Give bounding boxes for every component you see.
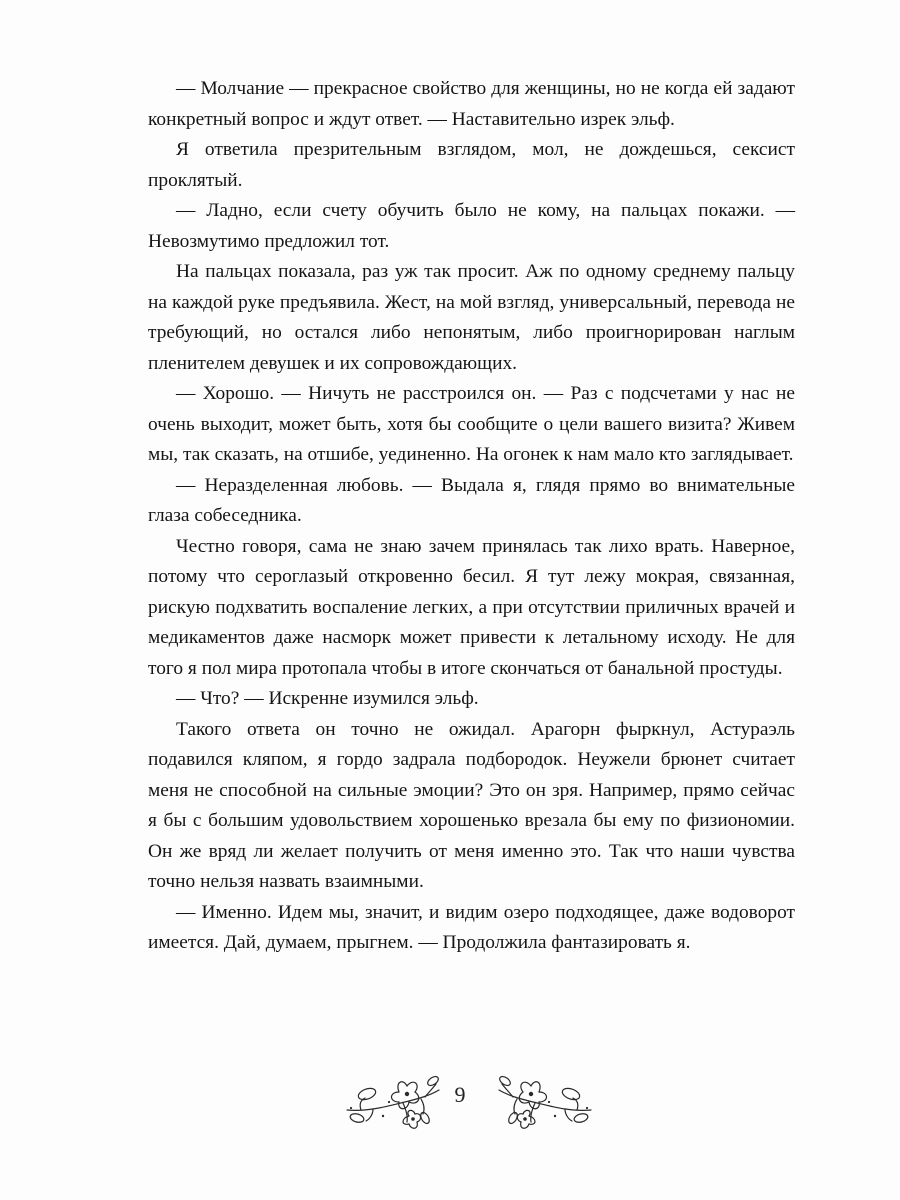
page-body-text (148, 74, 795, 959)
paragraph: — Неразделенная любовь. — Выдала я, глядя прямо во внимательные глаза собеседника. (148, 474, 795, 526)
page-footer (0, 1068, 900, 1138)
paragraph: — Молчание — прекрасное свойство для женщины, но не когда ей задают конкретный вопрос и ждут ответ. — Наставительно изрек эльф. (148, 78, 795, 130)
paragraph: Такого ответа он точно не ожидал. Арагорн фыркнул, Астураэль подавился кляпом, я гордо задрала подбородок. Неужели брюнет считает меня не способной на сильные эмоции? Это он зря. Например, прямо сейчас я бы с большим удовольствием хорошенько врезала бы ему по физиономии. Он же вряд ли желает получить от меня именно это. Так что наши чувства точно нельзя назвать взаимными. (148, 718, 795, 892)
paragraph: На пальцах показала, раз уж так просит. Аж по одному среднему пальцу на каждой руке предъявила. Жест, на мой взгляд, универсальный, перевода не требующий, но остался либо непонятым, либо проигнорирован наглым пленителем девушек и их сопровождающих. (148, 261, 795, 374)
paragraph: — Ладно, если счету обучить было не кому, на пальцах покажи. — Невозмутимо предложил тот. (148, 200, 795, 252)
magnolia-branch-icon (343, 1072, 443, 1134)
paragraph: — Хорошо. — Ничуть не расстроился он. — Раз с подсчетами у нас не очень выходит, может быть, хотя бы сообщите о цели вашего визита? Живем мы, так сказать, на отшибе, уединенно. На огонек к нам мало кто заглядывает. (148, 383, 795, 465)
paragraph: Я ответила презрительным взглядом, мол, не дождешься, сексист проклятый. (148, 139, 795, 191)
magnolia-branch-icon (495, 1072, 595, 1134)
paragraph: Честно говоря, сама не знаю зачем принялась так лихо врать. Наверное, потому что сероглазый откровенно бесил. Я тут лежу мокрая, связанная, рискую подхватить воспаление легких, а при отсутствии приличных врачей и медикаментов даже насморк может привести к летальному исходу. Не для того я пол мира протопала чтобы в итоге скончаться от банальной простуды. (148, 535, 795, 679)
page-number: 9 (454, 1082, 466, 1107)
paragraph: — Что? — Искренне изумился эльф. (176, 688, 479, 709)
paragraph: — Именно. Идем мы, значит, и видим озеро подходящее, даже водоворот имеется. Дай, думаем, прыгнем. — Продолжила фантазировать я. (148, 901, 795, 953)
